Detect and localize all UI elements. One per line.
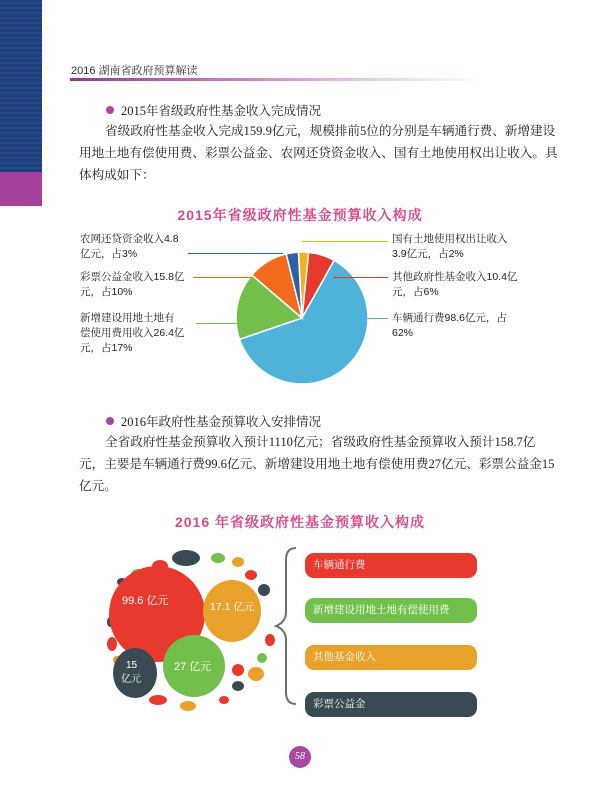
deco-dot — [107, 637, 117, 651]
deco-dot — [265, 634, 275, 646]
deco-dot — [245, 570, 257, 580]
section2-heading: 2016年政府性基金预算收入安排情况 — [106, 412, 321, 430]
page-number: 58 — [289, 746, 311, 768]
bubble-label-toll: 99.6 亿元 — [122, 595, 169, 607]
bubble-label-lottery-value: 15 — [126, 660, 138, 671]
brace-icon — [276, 548, 296, 704]
bubble-lottery — [113, 648, 157, 698]
deco-dot — [257, 653, 267, 663]
section1-line-2: 用地土地有偿使用费、彩票公益金、农网还贷资金收入、国有土地使用权出让收入。具 — [79, 146, 558, 160]
section1-heading: 2015年省级政府性基金收入完成情况 — [106, 101, 321, 119]
deco-dot — [232, 664, 244, 676]
deco-dot — [219, 696, 229, 704]
running-head: 2016 湖南省政府预算解读 — [71, 65, 198, 77]
section2-line-3: 亿元。 — [79, 479, 117, 493]
legend-toll: 车辆通行费 — [305, 553, 477, 578]
section2-line-2: 元，主要是车辆通行费99.6亿元、新增建设用地土地有偿使用费27亿元、彩票公益金15 — [79, 457, 555, 471]
bubble-label-lottery-unit: 亿元 — [121, 674, 141, 685]
chart1-label-toll: 车辆通行费98.6亿元，占 62% — [392, 312, 507, 339]
legend-newland: 新增建设用地土地有偿使用费 — [305, 598, 477, 623]
chart2-title: 2016 年省级政府性基金预算收入构成 — [174, 514, 426, 530]
deco-dot — [180, 701, 196, 711]
deco-dot — [248, 667, 264, 681]
deco-dot — [258, 584, 270, 596]
chart1-title: 2015年省级政府性基金预算收入构成 — [177, 207, 423, 223]
chart1-label-stateland: 国有土地使用权出让收入 3.9亿元，占2% — [392, 233, 508, 260]
legend-other: 其他基金收入 — [305, 645, 477, 670]
legend-lottery: 彩票公益金 — [305, 692, 477, 717]
section2-line-1: 全省政府性基金预算收入预计1110亿元；省级政府性基金预算收入预计158.7亿 — [105, 435, 536, 449]
deco-dot — [149, 695, 167, 705]
section1-line-3: 体构成如下： — [79, 168, 155, 182]
deco-dot — [211, 553, 225, 563]
deco-dot — [232, 681, 244, 691]
bubble-label-newland: 27 亿元 — [174, 661, 212, 673]
deco-dot — [172, 550, 200, 566]
chart1-label-lottery: 彩票公益金收入15.8亿 元，占10% — [80, 271, 185, 298]
chart1-label-newland: 新增建设用地土地有 偿使用费用收入26.4亿 元，占17% — [80, 312, 185, 354]
chart1-label-rural: 农网还贷资金收入4.8 亿元，占3% — [80, 233, 179, 260]
section1-line-1: 省级政府性基金收入完成159.9亿元，规模排前5位的分别是车辆通行费、新增建设 — [105, 124, 556, 138]
bubble-label-other: 17.1 亿元 — [210, 601, 255, 613]
chart1-label-other: 其他政府性基金收入10.4亿 元，占6% — [392, 271, 518, 298]
deco-dot — [232, 557, 244, 567]
